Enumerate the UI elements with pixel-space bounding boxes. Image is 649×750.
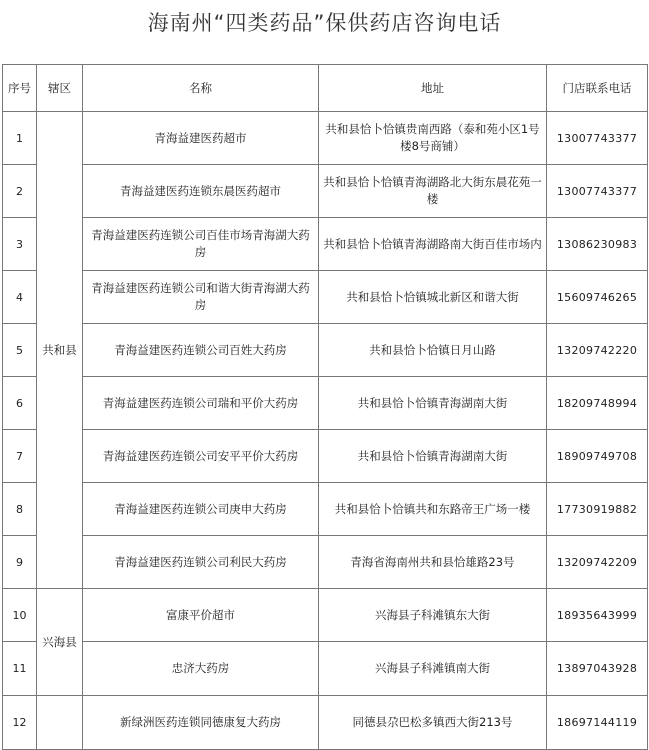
pharmacy-phone: 17730919882 [547,483,648,536]
table-row [3,696,648,750]
row-index: 6 [3,377,37,430]
pharmacy-name: 青海益建医药连锁公司安平平价大药房 [83,430,319,483]
table-row [3,642,648,696]
pharmacy-name: 富康平价超市 [83,589,319,642]
header-district: 辖区 [37,65,83,112]
pharmacy-address: 兴海县子科滩镇南大街 [319,642,547,696]
pharmacy-address: 共和县恰卜恰镇青海湖路北大街东晨花苑一楼 [319,165,547,218]
pharmacy-address: 共和县恰卜恰镇青海湖路南大街百佳市场内 [319,218,547,271]
pharmacy-address: 共和县恰卜恰镇城北新区和谐大街 [319,271,547,324]
pharmacy-name: 忠济大药房 [83,642,319,696]
pharmacy-address: 共和县恰卜恰镇青海湖南大街 [319,430,547,483]
row-index: 8 [3,483,37,536]
row-index: 11 [3,642,37,696]
pharmacy-phone: 13897043928 [547,642,648,696]
pharmacy-name: 青海益建医药超市 [83,112,319,165]
table-row [3,483,648,536]
pharmacy-name: 青海益建医药连锁东晨医药超市 [83,165,319,218]
pharmacy-phone: 15609746265 [547,271,648,324]
pharmacy-address: 共和县恰卜恰镇共和东路帝王广场一楼 [319,483,547,536]
pharmacy-name: 青海益建医药连锁公司庚申大药房 [83,483,319,536]
district-cell: 兴海县 [37,589,83,696]
row-index: 5 [3,324,37,377]
table-header-row [3,65,648,112]
table-row [3,536,648,589]
row-index: 3 [3,218,37,271]
row-index: 12 [3,696,37,750]
pharmacy-address: 青海省海南州共和县恰雄路23号 [319,536,547,589]
pharmacy-table [2,64,648,750]
pharmacy-address: 共和县恰卜恰镇青海湖南大街 [319,377,547,430]
pharmacy-phone: 13007743377 [547,112,648,165]
pharmacy-phone: 13007743377 [547,165,648,218]
row-index: 7 [3,430,37,483]
pharmacy-name: 青海益建医药连锁公司百姓大药房 [83,324,319,377]
row-index: 1 [3,112,37,165]
header-index: 序号 [3,65,37,112]
district-cell [37,696,83,750]
pharmacy-name: 青海益建医药连锁公司和谐大街青海湖大药房 [83,271,319,324]
pharmacy-address: 共和县恰卜恰镇日月山路 [319,324,547,377]
table-row [3,165,648,218]
row-index: 10 [3,589,37,642]
table-row [3,271,648,324]
table-row [3,377,648,430]
header-address: 地址 [319,65,547,112]
table-row [3,430,648,483]
table-row [3,112,648,165]
row-index: 4 [3,271,37,324]
pharmacy-phone: 18697144119 [547,696,648,750]
header-phone: 门店联系电话 [547,65,648,112]
pharmacy-address: 共和县恰卜恰镇贵南西路（泰和苑小区1号楼8号商铺） [319,112,547,165]
pharmacy-phone: 18209748994 [547,377,648,430]
row-index: 9 [3,536,37,589]
pharmacy-phone: 13209742209 [547,536,648,589]
pharmacy-address: 同德县尕巴松多镇西大街213号 [319,696,547,750]
table-row [3,218,648,271]
row-index: 2 [3,165,37,218]
header-name: 名称 [83,65,319,112]
pharmacy-name: 新绿洲医药连锁同德康复大药房 [83,696,319,750]
pharmacy-phone: 13209742220 [547,324,648,377]
pharmacy-name: 青海益建医药连锁公司瑞和平价大药房 [83,377,319,430]
pharmacy-name: 青海益建医药连锁公司利民大药房 [83,536,319,589]
district-cell: 共和县 [37,112,83,589]
pharmacy-name: 青海益建医药连锁公司百佳市场青海湖大药房 [83,218,319,271]
table-row [3,324,648,377]
table-row [3,589,648,642]
page-title: 海南州“四类药品”保供药店咨询电话 [147,11,502,35]
pharmacy-phone: 13086230983 [547,218,648,271]
pharmacy-phone: 18935643999 [547,589,648,642]
pharmacy-address: 兴海县子科滩镇东大街 [319,589,547,642]
pharmacy-phone: 18909749708 [547,430,648,483]
